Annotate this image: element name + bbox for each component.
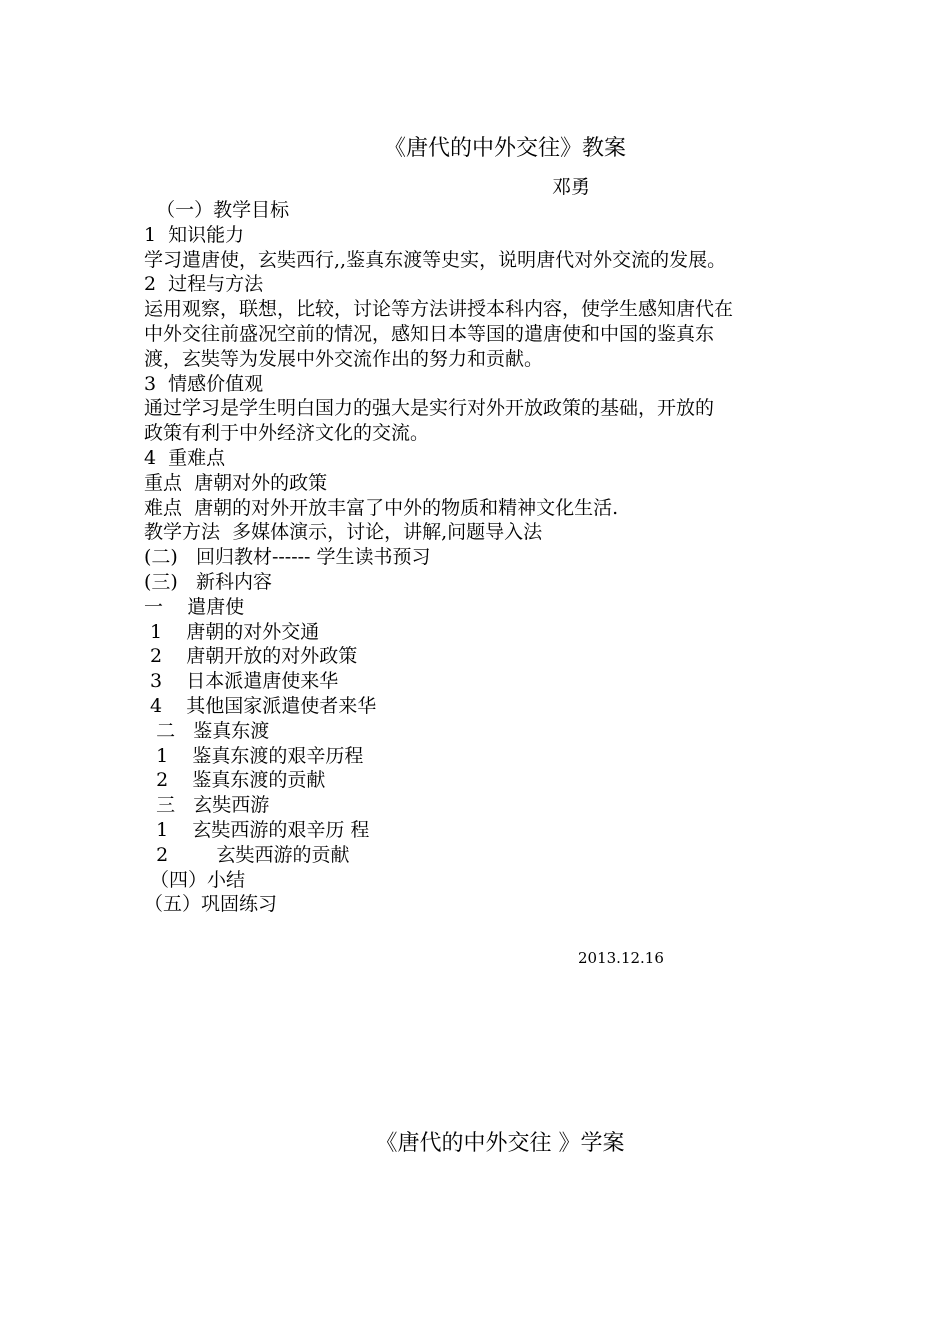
paragraph-line: 运用观察，联想，比较，讨论等方法讲授本科内容，使学生感知唐代在	[144, 298, 734, 321]
subheading-knowledge: 1 知识能力	[144, 223, 245, 246]
paragraph-line: 重点 唐朝对外的政策	[144, 471, 328, 494]
document-date: 2013.12.16	[578, 949, 664, 967]
paragraph-line: 难点 唐朝的对外开放丰富了中外的物质和精神文化生活.	[144, 496, 619, 519]
paragraph-line: 学习遣唐使，玄奘西行,,鉴真东渡等史实，说明唐代对外交流的发展。	[144, 248, 727, 271]
outline-item: 2 鉴真东渡的贡献	[144, 769, 326, 792]
outline-item: 一 遣唐使	[144, 595, 245, 618]
subheading-key-points: 4 重难点	[144, 446, 226, 469]
outline-item: 三 玄奘西游	[144, 794, 270, 817]
paragraph-line: 通过学习是学生明白国力的强大是实行对外开放政策的基础，开放的	[144, 397, 715, 420]
section-heading-summary: （四）小结	[144, 868, 246, 891]
paragraph-line: 政策有利于中外经济文化的交流。	[144, 422, 430, 445]
outline-item: 1 鉴真东渡的艰辛历程	[144, 744, 364, 767]
outline-item: 1 唐朝的对外交通	[144, 620, 320, 643]
subheading-values: 3 情感价值观	[144, 372, 264, 395]
paragraph-line: 中外交往前盛况空前的情况，感知日本等国的遣唐使和中国的鉴真东	[144, 322, 715, 345]
paragraph-line: 渡，玄奘等为发展中外交流作出的努力和贡献。	[144, 347, 544, 370]
study-plan-title: 《唐代的中外交往 》学案	[375, 1131, 625, 1156]
outline-item: 2 玄奘西游的贡献	[144, 843, 350, 866]
paragraph-line: 教学方法 多媒体演示，讨论，讲解,问题导入法	[144, 521, 543, 544]
section-heading-practice: （五）巩固练习	[144, 893, 278, 916]
section-heading-review: (二) 回归教材------ 学生读书预习	[144, 546, 431, 569]
section-heading-new-content: (三) 新科内容	[144, 570, 272, 593]
section-heading-objectives: （一）教学目标	[144, 199, 290, 221]
author-name: 邓勇	[552, 176, 591, 198]
subheading-process: 2 过程与方法	[144, 273, 264, 296]
lesson-plan-body	[144, 198, 816, 917]
outline-item: 二 鉴真东渡	[144, 719, 270, 742]
outline-item: 3 日本派遣唐使来华	[144, 670, 339, 693]
outline-item: 2 唐朝开放的对外政策	[144, 645, 358, 668]
outline-item: 4 其他国家派遣使者来华	[144, 694, 377, 717]
lesson-plan-title: 《唐代的中外交往》教案	[383, 136, 626, 161]
outline-item: 1 玄奘西游的艰辛历 程	[144, 818, 370, 841]
